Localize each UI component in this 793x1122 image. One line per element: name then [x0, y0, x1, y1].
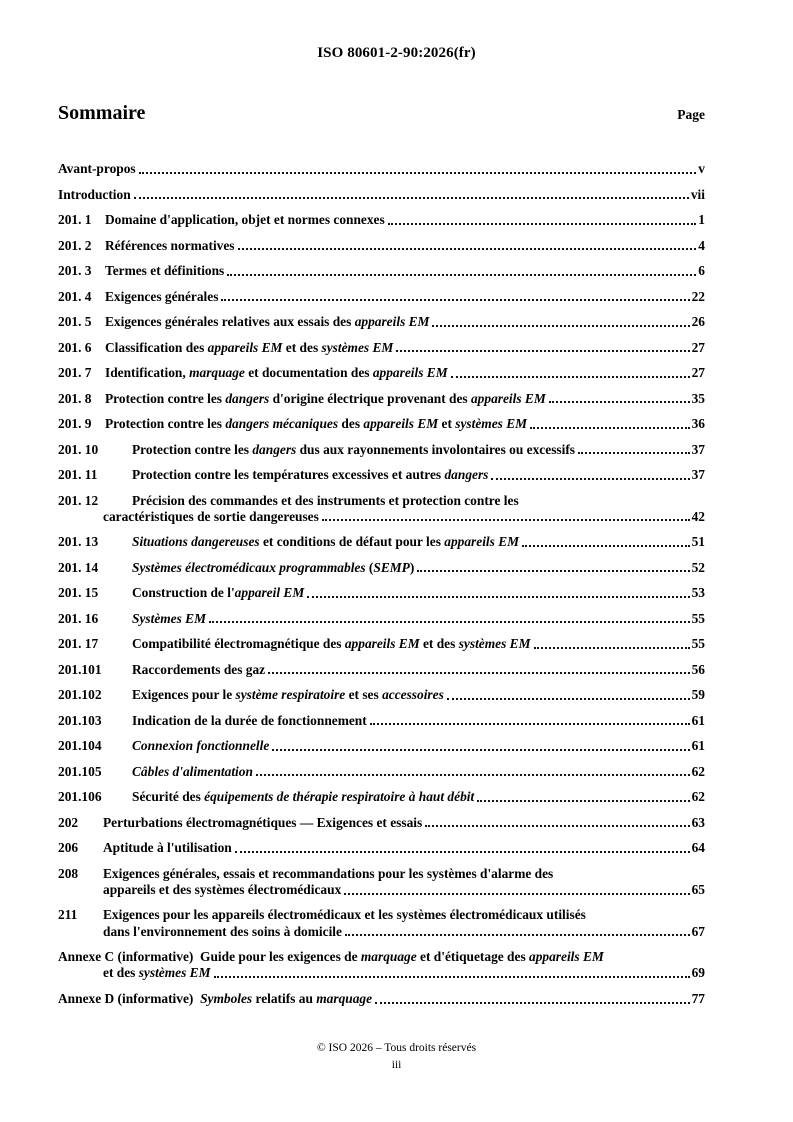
defined-term: équipements de thérapie respiratoire à haut débit [204, 789, 475, 805]
toc-entry-title [132, 687, 444, 703]
toc-entry [58, 493, 705, 525]
toc-page-number: 35 [691, 390, 705, 406]
toc-entry-title [132, 764, 253, 780]
toc-entry-number: 201. 14 [58, 559, 99, 575]
defined-term: marquage [189, 365, 245, 380]
defined-term: systèmes EM [455, 416, 528, 431]
toc-entry [58, 534, 705, 550]
toc-entry-line [132, 493, 705, 509]
toc-entry [58, 636, 705, 652]
title-text: Domaine d'application, objet et normes connexes [105, 212, 385, 227]
title-text: Références normatives [105, 237, 235, 253]
title-text: des [338, 416, 364, 431]
toc-entry-number: 201.102 [58, 687, 102, 703]
toc-entry [58, 713, 705, 729]
toc-page-number: 1 [698, 212, 705, 227]
toc-entry-line [105, 340, 705, 356]
defined-term: dangers mécaniques [225, 416, 339, 431]
defined-term: dangers [444, 467, 489, 482]
toc-entry [58, 365, 705, 381]
defined-term: appareils EM [470, 390, 546, 406]
title-text: Indication de la durée de fonctionnement [132, 712, 367, 728]
title-text: Construction de l' [132, 585, 235, 601]
dot-leader [221, 299, 689, 301]
toc-entry-title [132, 611, 206, 627]
toc-entry-number: 201.103 [58, 712, 102, 728]
title-text: d'origine électrique provenant des [269, 390, 471, 406]
toc-entry-line [132, 789, 705, 805]
toc-entry-number: 202 [58, 814, 79, 830]
title-text: Aptitude à l'utilisation [103, 840, 232, 856]
toc-entry-line [105, 212, 705, 228]
toc-entry-number: 201. 16 [58, 610, 99, 626]
dot-leader [425, 825, 689, 827]
toc-entry-line [105, 391, 705, 407]
toc-page-number: 61 [691, 738, 705, 754]
dot-leader [578, 452, 690, 454]
toc-entry-number: 201. 11 [58, 467, 98, 482]
toc-page-number: 59 [691, 687, 705, 703]
title-text: et documentation des [244, 365, 373, 380]
dot-leader [344, 893, 689, 895]
dot-leader [530, 427, 690, 429]
toc-entry [58, 907, 705, 939]
toc-entry-title [132, 738, 269, 754]
defined-term: appareils EM [444, 534, 520, 550]
toc-entry-title [103, 509, 319, 525]
defined-term: marquage [360, 949, 417, 965]
toc-entry-line [132, 611, 705, 627]
toc-entry-number: 201.104 [58, 738, 102, 754]
toc-entry-title [58, 949, 604, 965]
toc-entry-line [105, 365, 705, 381]
toc-entry-title [132, 560, 414, 576]
toc-entry-number: 201. 1 [58, 212, 92, 227]
dot-leader [268, 672, 689, 674]
toc-page-number: 6 [698, 263, 705, 278]
toc-entry-line [132, 738, 705, 754]
toc-entry-line [103, 509, 705, 525]
title-text: Sécurité des [132, 789, 205, 805]
defined-term: Câbles d'alimentation [132, 763, 253, 779]
defined-term: appareils EM [363, 416, 439, 431]
toc-page-number: 62 [691, 763, 705, 779]
title-text: Termes et définitions [105, 263, 225, 278]
toc-entry-line [132, 467, 705, 483]
toc-header-row [58, 102, 705, 125]
toc-entry-line [132, 442, 705, 458]
dot-leader [322, 519, 690, 521]
toc-entry-line [132, 585, 705, 601]
toc-entry [58, 560, 705, 576]
toc-entry-line [103, 965, 705, 981]
toc-page-number: 27 [691, 339, 705, 355]
toc-entry-number: 201.101 [58, 661, 102, 677]
toc-entry-number: 201. 9 [58, 416, 92, 431]
toc-entry-line [132, 662, 705, 678]
footer-copyright: © ISO 2026 – Tous droits réservés [316, 1042, 477, 1054]
title-text: Protection contre les températures excessives et autres [132, 467, 445, 482]
toc-entry-number: 211 [58, 907, 78, 923]
toc-entry [58, 467, 705, 483]
toc-page-number: 62 [691, 789, 705, 805]
toc-entry-title [103, 866, 553, 882]
toc-entry [58, 442, 705, 458]
toc-entry-line [132, 764, 705, 780]
toc-entry-title [105, 263, 224, 279]
title-text: et des [103, 965, 139, 981]
title-text: Protection contre les [132, 441, 253, 457]
toc-entry-line [105, 416, 705, 432]
toc-entry [58, 340, 705, 356]
defined-term: Situations dangereuses [132, 534, 260, 550]
title-text: Exigences générales [105, 288, 219, 304]
toc-entry-title [105, 212, 385, 228]
toc-entry-line [132, 636, 705, 652]
toc-entry-line [105, 289, 705, 305]
dot-leader [134, 197, 689, 199]
defined-term: appareils EM [344, 636, 420, 652]
dot-leader [345, 934, 690, 936]
page-column-label: Page [677, 107, 705, 122]
title-text: Protection contre les [105, 390, 226, 406]
toc-entry-line [105, 314, 705, 330]
toc-entry-title [58, 161, 136, 177]
toc-entry-title [58, 991, 372, 1007]
toc-entry [58, 815, 705, 831]
toc-entry-title [103, 965, 211, 981]
toc-page-number: 56 [691, 661, 705, 677]
toc-page-number: 61 [691, 712, 705, 728]
toc-entry-title [132, 662, 265, 678]
toc-entry-title [132, 493, 519, 509]
toc-page-number: 52 [691, 559, 705, 575]
toc-entry-title [103, 815, 422, 831]
title-text: appareils et des systèmes électromédicaux [103, 881, 342, 897]
title-text: ( [365, 559, 374, 575]
toc-entry-title [132, 636, 531, 652]
toc-entry-number: 201. 8 [58, 390, 92, 406]
title-text: et [438, 416, 456, 431]
toc-entry-title [105, 365, 448, 381]
title-text: dans l'environnement des soins à domicile [103, 923, 342, 939]
toc-entry-line [58, 187, 705, 203]
toc-entry-line [103, 907, 705, 923]
title-text: Avant-propos [58, 161, 136, 176]
toc-entry [58, 314, 705, 330]
toc-entry-title [103, 840, 232, 856]
title-text: et des [419, 636, 459, 652]
title-text: dus aux rayonnements involontaires ou excessifs [296, 441, 576, 457]
toc-entry [58, 263, 705, 279]
toc-entry-number: 201. 4 [58, 288, 92, 304]
toc-entry-number: 206 [58, 840, 79, 856]
toc-page-number: 55 [691, 636, 705, 652]
title-text: Identification, [105, 365, 190, 380]
toc-entry-title [132, 534, 519, 550]
dot-leader [417, 570, 689, 572]
toc-page-number: 67 [691, 923, 705, 939]
title-text: et d'étiquetage des [416, 949, 530, 965]
toc-page-number: v [698, 161, 705, 176]
toc-entry-title [105, 391, 546, 407]
toc-entry [58, 238, 705, 254]
toc-heading: Sommaire [58, 102, 146, 124]
toc-entry [58, 585, 705, 601]
title-text: Exigences pour le [132, 687, 236, 703]
title-text: et ses [345, 687, 383, 703]
toc-entry-title [58, 187, 131, 203]
dot-leader [256, 774, 690, 776]
toc-entry-number: 201. 15 [58, 585, 99, 601]
title-text: Classification des [105, 339, 208, 355]
toc-page-number: 42 [691, 508, 705, 524]
toc-entry-title [103, 882, 341, 898]
defined-term: dangers [252, 441, 297, 457]
toc-entry-line [105, 238, 705, 254]
toc-page-number: 22 [691, 288, 705, 304]
toc-entry-line [58, 161, 705, 177]
toc-page-number: 51 [691, 534, 705, 550]
toc-entry [58, 687, 705, 703]
toc-entry-line [103, 840, 705, 856]
toc-entry [58, 662, 705, 678]
toc-entry-line [58, 991, 705, 1007]
title-text: et des [282, 339, 322, 355]
dot-leader [388, 223, 697, 225]
toc-page-number: 27 [691, 365, 705, 380]
toc-entry-title [132, 789, 474, 805]
toc-entry [58, 187, 705, 203]
defined-term: systèmes EM [458, 636, 531, 652]
toc-entry-title [132, 585, 304, 601]
dot-leader [396, 350, 689, 352]
toc-entry-number: 201. 17 [58, 636, 99, 652]
dot-leader [549, 401, 690, 403]
toc-entry-title [103, 907, 586, 923]
toc-page-number: 69 [691, 965, 705, 981]
defined-term: appareil EM [234, 585, 305, 601]
toc-entry [58, 991, 705, 1007]
toc-entry-line [132, 534, 705, 550]
toc-entry-title [105, 340, 393, 356]
toc-entry [58, 840, 705, 856]
toc-entry-line [132, 713, 705, 729]
defined-term: systèmes EM [321, 339, 394, 355]
toc-entry-title [105, 416, 527, 432]
toc-entry-number: 208 [58, 865, 79, 881]
toc-page-number: 63 [691, 814, 705, 830]
dot-leader [272, 749, 689, 751]
dot-leader [307, 596, 689, 598]
document-reference-header: ISO 80601-2-90:2026(fr) [317, 45, 476, 61]
dot-leader [491, 478, 689, 480]
title-text: Exigences générales, essais et recommandations pour les systèmes d'alarme des [103, 865, 554, 881]
defined-term: accessoires [382, 687, 444, 703]
dot-leader [139, 172, 697, 174]
toc-entry-number: 201. 10 [58, 441, 99, 457]
toc-entry-title [132, 467, 488, 483]
toc-entry-line [103, 815, 705, 831]
toc-entry-number: 201. 3 [58, 263, 92, 278]
toc-entry-line [103, 866, 705, 882]
toc-entry-number: 201.106 [58, 789, 102, 805]
toc-entry [58, 161, 705, 177]
toc-entry-line [58, 949, 705, 965]
toc-entry-number: 201. 13 [58, 534, 99, 550]
toc-page-number: 55 [691, 610, 705, 626]
toc-page-number: 37 [691, 467, 705, 482]
dot-leader [238, 248, 697, 250]
toc-entry-number: 201. 12 [58, 492, 99, 508]
toc-page-number: 77 [691, 990, 705, 1006]
toc-entry-title [103, 924, 342, 940]
toc-page-number: 36 [691, 416, 705, 431]
dot-leader [447, 698, 690, 700]
toc-entry [58, 789, 705, 805]
defined-term: système respiratoire [235, 687, 346, 703]
toc-entry-number: 201.105 [58, 763, 102, 779]
toc-entry-number: 201. 5 [58, 314, 92, 329]
defined-term: Symboles [200, 990, 253, 1006]
toc-entry-line [105, 263, 705, 279]
toc-entry [58, 866, 705, 898]
defined-term: appareils EM [372, 365, 448, 380]
title-text: Compatibilité électromagnétique des [132, 636, 345, 652]
dot-leader [432, 325, 689, 327]
toc-page-number: 4 [698, 237, 705, 253]
toc-page-number: 26 [691, 314, 705, 329]
dot-leader [451, 376, 690, 378]
defined-term: systèmes EM [138, 965, 211, 981]
title-text: et conditions de défaut pour les [259, 534, 445, 550]
defined-term: appareils EM [354, 314, 430, 329]
toc-page-number: 53 [691, 585, 705, 601]
toc-entry-line [132, 687, 705, 703]
toc-page-number: 37 [691, 441, 705, 457]
title-text: ) [409, 559, 415, 575]
toc-page-number: vii [690, 186, 705, 202]
title-text: Exigences pour les appareils électromédicaux et les systèmes électromédicaux utilisés [103, 907, 586, 923]
title-text: caractéristiques de sortie dangereuses [103, 508, 319, 524]
defined-term: appareils EM [207, 339, 283, 355]
toc-entry-title [105, 238, 235, 254]
toc-entry [58, 949, 705, 981]
defined-term: Systèmes électromédicaux programmables [132, 559, 366, 575]
toc-entry [58, 738, 705, 754]
title-text: Perturbations électromagnétiques — Exigences et essais [103, 814, 423, 830]
defined-term: appareils EM [529, 949, 604, 965]
toc-entry [58, 391, 705, 407]
toc-entry [58, 289, 705, 305]
dot-leader [209, 621, 690, 623]
defined-term: SEMP [373, 559, 410, 575]
toc-entries [58, 161, 705, 1016]
toc-entry [58, 212, 705, 228]
title-text: Exigences générales relatives aux essais des [105, 314, 355, 329]
title-text: Annexe C (informative) Guide pour les exigences de [58, 949, 361, 965]
toc-entry-title [132, 713, 367, 729]
dot-leader [235, 851, 690, 853]
dot-leader [370, 723, 690, 725]
toc-entry-number: 201. 2 [58, 237, 92, 253]
toc-entry [58, 764, 705, 780]
title-text: Annexe D (informative) [58, 990, 201, 1006]
title-text: Protection contre les [105, 416, 226, 431]
toc-page-number: 64 [691, 840, 705, 856]
dot-leader [522, 545, 690, 547]
toc-entry-number: 201. 6 [58, 339, 92, 355]
dot-leader [534, 647, 690, 649]
dot-leader [214, 976, 690, 978]
toc-entry [58, 416, 705, 432]
title-text: Introduction [58, 186, 131, 202]
footer-page-number: iii [391, 1059, 402, 1071]
toc-page-number: 65 [691, 881, 705, 897]
toc-entry-title [105, 314, 429, 330]
dot-leader [477, 800, 689, 802]
toc-entry [58, 611, 705, 627]
toc-entry-title [132, 442, 575, 458]
toc-entry-line [103, 882, 705, 898]
defined-term: Systèmes EM [132, 610, 207, 626]
toc-entry-number: 201. 7 [58, 365, 92, 380]
defined-term: dangers [225, 390, 270, 406]
defined-term: marquage [316, 990, 373, 1006]
dot-leader [227, 274, 696, 276]
defined-term: Connexion fonctionnelle [132, 738, 270, 754]
toc-entry-line [132, 560, 705, 576]
toc-entry-title [105, 289, 218, 305]
title-text: relatifs au [252, 990, 317, 1006]
title-text: Précision des commandes et des instruments et protection contre les [132, 492, 519, 508]
toc-entry-line [103, 924, 705, 940]
dot-leader [375, 1002, 690, 1004]
title-text: Raccordements des gaz [132, 661, 266, 677]
